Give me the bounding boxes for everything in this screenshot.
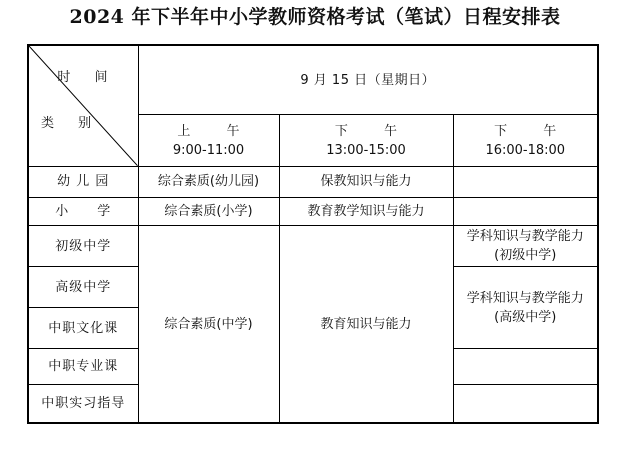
schedule-table — [27, 44, 599, 424]
session-label: 下 午 — [334, 123, 414, 139]
row-header-kindergarten: 幼 儿 园 — [28, 166, 138, 197]
table-row-kindergarten — [28, 166, 598, 197]
junior-subject-line1: 学科知识与教学能力 — [466, 229, 584, 245]
senior-subject-line1: 学科知识与教学能力 — [466, 290, 584, 306]
corner-time-label: 时 间 — [57, 70, 118, 85]
row-header-primary: 小 学 — [28, 197, 138, 226]
row-header-vocational-professional: 中职专业课 — [28, 349, 138, 385]
row-header-vocational-practice: 中职实习指导 — [28, 385, 138, 423]
page-title: 2024 年下半年中小学教师资格考试（笔试）日程安排表 — [69, 6, 561, 28]
row-header-junior: 初级中学 — [28, 226, 138, 267]
cell-kindergarten-afternoon-2 — [453, 166, 598, 197]
row-header-vocational-culture: 中职文化课 — [28, 308, 138, 349]
session-time: 13:00-15:00 — [326, 142, 406, 158]
cell-vocational-professional-afternoon-2 — [453, 349, 598, 385]
session-label: 上 午 — [177, 123, 256, 139]
cell-kindergarten-morning: 综合素质(幼儿园) — [138, 166, 279, 197]
corner-header-cell — [28, 45, 138, 166]
table-row-primary — [28, 197, 598, 226]
cell-primary-afternoon-2 — [453, 197, 598, 226]
cell-vocational-practice-afternoon-2 — [453, 385, 598, 423]
row-header-senior: 高级中学 — [28, 267, 138, 308]
cell-secondary-afternoon-1: 教育知识与能力 — [279, 226, 453, 423]
diagonal-divider — [29, 46, 138, 166]
senior-subject-line2: (高级中学) — [494, 309, 557, 325]
cell-primary-morning: 综合素质(小学) — [138, 197, 279, 226]
session-time: 9:00-11:00 — [172, 142, 245, 158]
table-row-junior — [28, 226, 598, 267]
session-header-afternoon-1 — [279, 115, 453, 166]
header-row-date — [28, 45, 598, 115]
cell-junior-subject — [453, 226, 598, 267]
session-label: 下 午 — [494, 123, 573, 139]
cell-secondary-morning: 综合素质(中学) — [138, 226, 279, 423]
corner-category-label: 类 别 — [41, 116, 102, 131]
session-time: 16:00-18:00 — [485, 142, 566, 158]
cell-kindergarten-afternoon-1: 保教知识与能力 — [279, 166, 453, 197]
junior-subject-line2: (初级中学) — [494, 248, 557, 264]
cell-primary-afternoon-1: 教育教学知识与能力 — [279, 197, 453, 226]
exam-date-header: 9 月 15 日（星期日） — [138, 45, 598, 115]
session-header-morning — [138, 115, 279, 166]
session-header-afternoon-2 — [453, 115, 598, 166]
cell-senior-subject — [453, 267, 598, 349]
